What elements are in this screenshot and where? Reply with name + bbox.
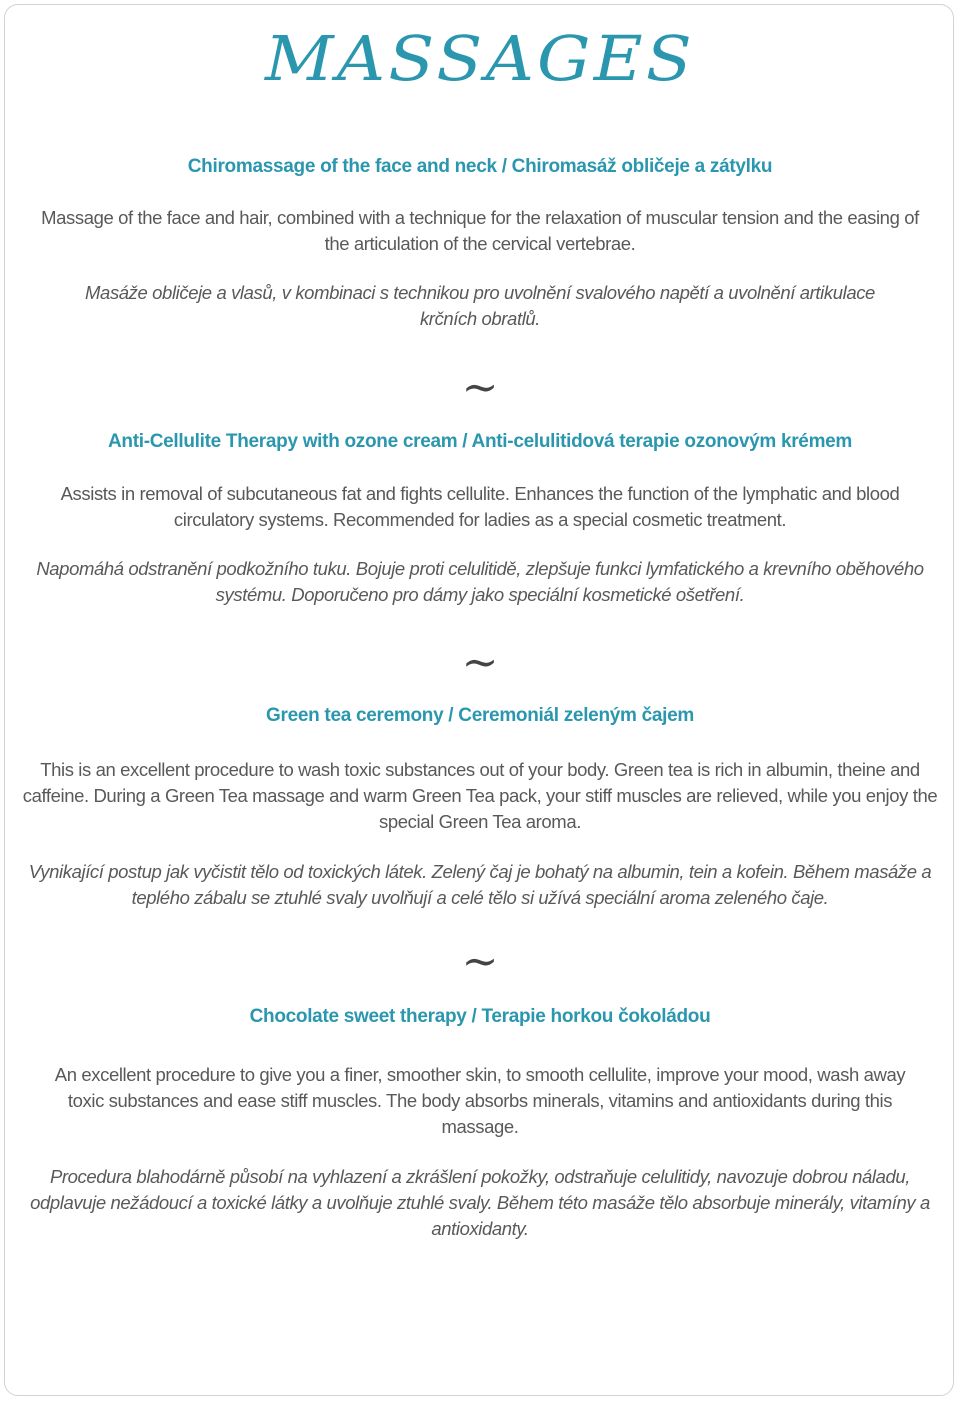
section-heading: Chiromassage of the face and neck / Chiromasáž obličeje a zátylku bbox=[187, 156, 773, 177]
description-czech: Napomáhá odstranění podkožního tuku. Bojuje proti celulitidě, zlepšuje funkci lymfatického a krevního oběhového systému. Doporučeno pro dámy jako speciální kosmetické ošetření. bbox=[36, 558, 924, 605]
page-title: MASSAGES bbox=[264, 22, 696, 95]
massage-section-anti-cellulite bbox=[0, 431, 960, 608]
description-czech: Vynikající postup jak vyčistit tělo od toxických látek. Zelený čaj je bohatý na albumin, tein a kofein. Během masáže a teplého zábalu se ztuhlé svaly uvolňují a celé tělo si užívá speciální aroma zeleného čaje. bbox=[28, 861, 932, 908]
description-english: Massage of the face and hair, combined with a technique for the relaxation of muscular tension and the easing of the articulation of the cervical vertebrae. bbox=[41, 207, 919, 254]
massage-section-chiromassage bbox=[0, 156, 960, 332]
description-english: This is an excellent procedure to wash toxic substances out of your body. Green tea is rich in albumin, theine and caffeine. During a Green Tea massage and warm Green Tea pack, your stiff muscles are relieved, while you enjoy the special Green Tea aroma. bbox=[22, 759, 938, 832]
tilde-separator: ~ bbox=[461, 936, 499, 987]
massage-section-green-tea bbox=[0, 705, 960, 911]
tilde-separator: ~ bbox=[461, 637, 499, 688]
massage-section-chocolate bbox=[0, 1006, 960, 1242]
description-czech: Masáže obličeje a vlasů, v kombinaci s technikou pro uvolnění svalového napětí a uvolnění artikulace krčních obratlů. bbox=[85, 282, 875, 329]
section-heading: Chocolate sweet therapy / Terapie horkou čokoládou bbox=[249, 1006, 711, 1027]
description-czech: Procedura blahodárně působí na vyhlazení a zkrášlení pokožky, odstraňuje celulitidy, navozuje dobrou náladu, odplavuje nežádoucí a toxické látky a uvolňuje ztuhlé svaly. Během této masáže tělo absorbuje minerály, vitamíny a antioxidanty. bbox=[30, 1166, 930, 1239]
section-heading: Anti-Cellulite Therapy with ozone cream / Anti-celulitidová terapie ozonovým krémem bbox=[107, 431, 853, 452]
description-english: Assists in removal of subcutaneous fat and fights cellulite. Enhances the function of the lymphatic and blood circulatory systems. Recommended for ladies as a special cosmetic treatment. bbox=[60, 483, 900, 530]
section-heading: Green tea ceremony / Ceremoniál zeleným čajem bbox=[266, 705, 694, 726]
description-english: An excellent procedure to give you a finer, smoother skin, to smooth cellulite, improve your mood, wash away toxic substances and ease stiff muscles. The body absorbs minerals, vitamins and antioxidants during this massage. bbox=[54, 1064, 906, 1137]
tilde-separator: ~ bbox=[461, 362, 499, 413]
